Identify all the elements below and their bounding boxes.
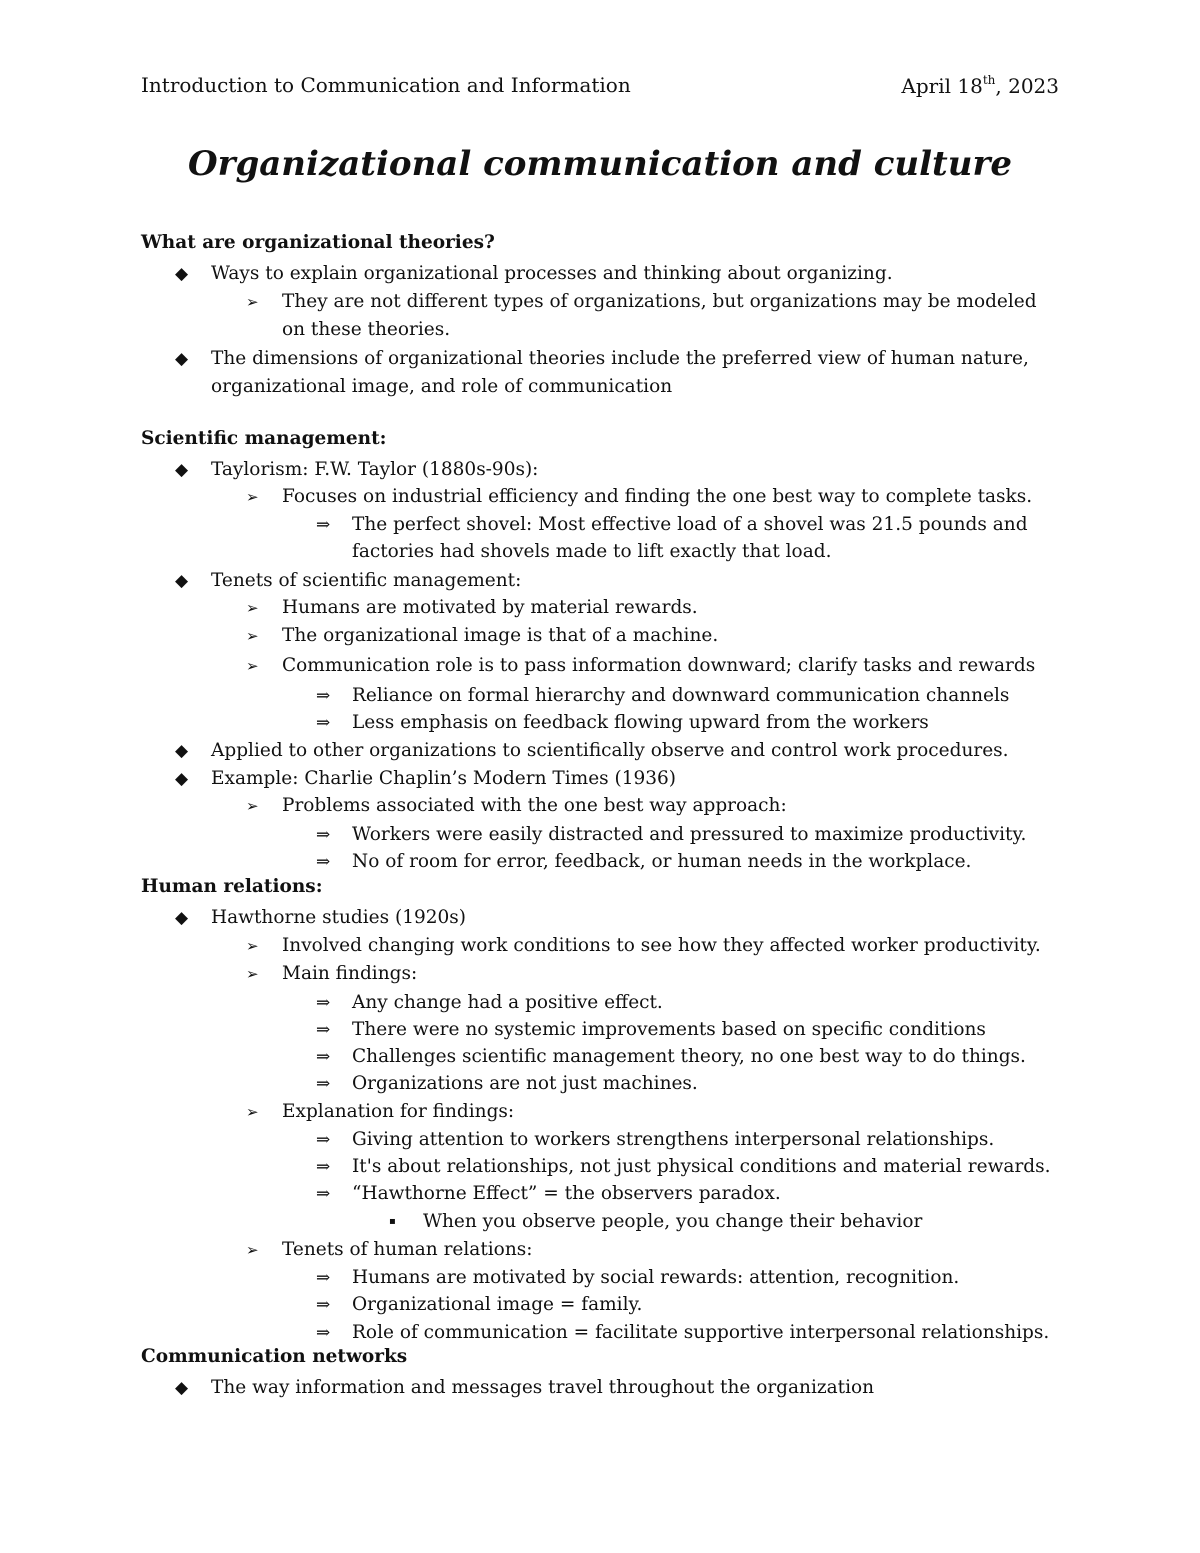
arrow-bullet-icon: ➢ — [246, 293, 259, 311]
bullet-text: Organizations are not just machines. — [352, 1073, 698, 1094]
bullet-text: Applied to other organizations to scientifically observe and control work procedures. — [211, 740, 1009, 761]
bullet-item — [246, 483, 1033, 511]
bullet-text: Main findings: — [282, 963, 418, 984]
bullet-text: When you observe people, you change their behavior — [423, 1211, 923, 1232]
date-ordinal: th — [982, 73, 996, 87]
bullet-item — [389, 1208, 923, 1236]
bullet-item — [316, 848, 972, 876]
bullet-text: Organizational image = family. — [352, 1294, 643, 1315]
bullet-continuation — [282, 316, 450, 344]
bullet-text: The way information and messages travel throughout the organization — [211, 1377, 875, 1398]
section-heading: Scientific management: — [141, 428, 387, 449]
bullet-item — [175, 765, 677, 793]
bullet-text: Hawthorne studies (1920s) — [211, 907, 467, 928]
bullet-text: The perfect shovel: Most effective load of a shovel was 21.5 pounds and — [352, 514, 1028, 535]
bullet-text: It's about relationships, not just physical conditions and material rewards. — [352, 1156, 1051, 1177]
double-arrow-bullet-icon: ⇒ — [316, 1295, 331, 1315]
bullet-item — [246, 288, 1037, 316]
bullet-item — [316, 682, 1010, 710]
diamond-bullet-icon: ◆ — [175, 264, 189, 284]
bullet-continuation — [211, 373, 672, 401]
bullet-item — [246, 792, 787, 820]
bullet-item — [316, 1126, 995, 1154]
header-date — [901, 73, 1059, 98]
bullet-item — [316, 709, 929, 737]
double-arrow-bullet-icon: ⇒ — [316, 713, 331, 733]
bullet-item — [316, 1043, 1026, 1071]
double-arrow-bullet-icon: ⇒ — [316, 1157, 331, 1177]
bullet-item — [316, 821, 1027, 849]
bullet-item — [246, 932, 1041, 960]
bullet-item — [246, 652, 1036, 680]
bullet-text: Explanation for findings: — [282, 1101, 515, 1122]
arrow-bullet-icon: ➢ — [246, 1241, 259, 1259]
double-arrow-bullet-icon: ⇒ — [316, 1268, 331, 1288]
bullet-text: Any change had a positive effect. — [352, 992, 663, 1013]
arrow-bullet-icon: ➢ — [246, 937, 259, 955]
bullet-item — [316, 989, 663, 1017]
bullet-item — [246, 622, 719, 650]
course-title: Introduction to Communication and Information — [141, 73, 631, 97]
bullet-item — [175, 904, 467, 932]
bullet-item — [246, 960, 418, 988]
double-arrow-bullet-icon: ⇒ — [316, 825, 331, 845]
double-arrow-bullet-icon: ⇒ — [316, 686, 331, 706]
bullet-item — [316, 1153, 1051, 1181]
bullet-text: Communication role is to pass information downward; clarify tasks and rewards — [282, 655, 1036, 676]
bullet-text: Focuses on industrial efficiency and finding the one best way to complete tasks. — [282, 486, 1033, 507]
bullet-item — [246, 1098, 515, 1126]
bullet-item — [316, 511, 1028, 539]
double-arrow-bullet-icon: ⇒ — [316, 1074, 331, 1094]
section-heading: What are organizational theories? — [141, 232, 495, 253]
page-title: Organizational communication and culture — [187, 144, 1013, 184]
arrow-bullet-icon: ➢ — [246, 657, 259, 675]
diamond-bullet-icon: ◆ — [175, 769, 189, 789]
bullet-text: “Hawthorne Effect” = the observers paradox. — [352, 1183, 781, 1204]
bullet-item — [246, 594, 698, 622]
bullet-text: Involved changing work conditions to see how they affected worker productivity. — [282, 935, 1041, 956]
bullet-text: No of room for error, feedback, or human needs in the workplace. — [352, 851, 972, 872]
bullet-text: Workers were easily distracted and pressured to maximize productivity. — [352, 824, 1027, 845]
section-heading: Communication networks — [141, 1346, 408, 1367]
bullet-item — [316, 1264, 960, 1292]
bullet-text: Humans are motivated by social rewards: attention, recognition. — [352, 1267, 960, 1288]
diamond-bullet-icon: ◆ — [175, 1378, 189, 1398]
bullet-text: Challenges scientific management theory, no one best way to do things. — [352, 1046, 1026, 1067]
double-arrow-bullet-icon: ⇒ — [316, 1130, 331, 1150]
bullet-text: organizational image, and role of communication — [211, 376, 673, 397]
bullet-text: The dimensions of organizational theories include the preferred view of human nature, — [211, 348, 1029, 369]
bullet-text: The organizational image is that of a machine. — [282, 625, 719, 646]
double-arrow-bullet-icon: ⇒ — [316, 1184, 331, 1204]
arrow-bullet-icon: ➢ — [246, 965, 259, 983]
bullet-item — [246, 1236, 533, 1264]
date-prefix: April 18 — [901, 74, 983, 98]
bullet-text: Taylorism: F.W. Taylor (1880s-90s): — [211, 459, 539, 480]
bullet-text: Humans are motivated by material rewards. — [282, 597, 698, 618]
arrow-bullet-icon: ➢ — [246, 599, 259, 617]
bullet-text: Tenets of scientific management: — [211, 570, 522, 591]
arrow-bullet-icon: ➢ — [246, 488, 259, 506]
double-arrow-bullet-icon: ⇒ — [316, 515, 331, 535]
bullet-text: Ways to explain organizational processes and thinking about organizing. — [211, 263, 893, 284]
bullet-item — [316, 1319, 1050, 1347]
bullet-item — [316, 1016, 986, 1044]
bullet-text: Tenets of human relations: — [282, 1239, 533, 1260]
double-arrow-bullet-icon: ⇒ — [316, 1047, 331, 1067]
double-arrow-bullet-icon: ⇒ — [316, 1323, 331, 1343]
bullet-item — [175, 260, 893, 288]
square-bullet-icon: ▪ — [389, 1216, 396, 1227]
arrow-bullet-icon: ➢ — [246, 1103, 259, 1121]
bullet-item — [175, 456, 539, 484]
bullet-text: They are not different types of organizations, but organizations may be modeled — [282, 291, 1037, 312]
bullet-item — [316, 1070, 698, 1098]
bullet-item — [316, 1291, 643, 1319]
double-arrow-bullet-icon: ⇒ — [316, 852, 331, 872]
bullet-text: on these theories. — [282, 319, 451, 340]
bullet-continuation — [352, 538, 831, 566]
bullet-item — [175, 1374, 875, 1402]
diamond-bullet-icon: ◆ — [175, 571, 189, 591]
bullet-text: Problems associated with the one best way approach: — [282, 795, 787, 816]
date-suffix: , 2023 — [995, 74, 1059, 98]
double-arrow-bullet-icon: ⇒ — [316, 1020, 331, 1040]
arrow-bullet-icon: ➢ — [246, 797, 259, 815]
diamond-bullet-icon: ◆ — [175, 349, 189, 369]
diamond-bullet-icon: ◆ — [175, 741, 189, 761]
bullet-text: Example: Charlie Chaplin’s Modern Times (1936) — [211, 768, 677, 789]
bullet-text: Giving attention to workers strengthens interpersonal relationships. — [352, 1129, 995, 1150]
bullet-item — [175, 345, 1029, 373]
bullet-item — [316, 1180, 781, 1208]
bullet-text: Less emphasis on feedback flowing upward from the workers — [352, 712, 929, 733]
bullet-text: There were no systemic improvements based on specific conditions — [352, 1019, 986, 1040]
bullet-text: Reliance on formal hierarchy and downward communication channels — [352, 685, 1010, 706]
double-arrow-bullet-icon: ⇒ — [316, 993, 331, 1013]
bullet-item — [175, 737, 1009, 765]
bullet-text: Role of communication = facilitate supportive interpersonal relationships. — [352, 1322, 1050, 1343]
diamond-bullet-icon: ◆ — [175, 460, 189, 480]
bullet-text: factories had shovels made to lift exactly that load. — [352, 541, 832, 562]
bullet-item — [175, 567, 522, 595]
page-header — [141, 73, 1059, 99]
section-heading: Human relations: — [141, 876, 323, 897]
arrow-bullet-icon: ➢ — [246, 627, 259, 645]
diamond-bullet-icon: ◆ — [175, 908, 189, 928]
